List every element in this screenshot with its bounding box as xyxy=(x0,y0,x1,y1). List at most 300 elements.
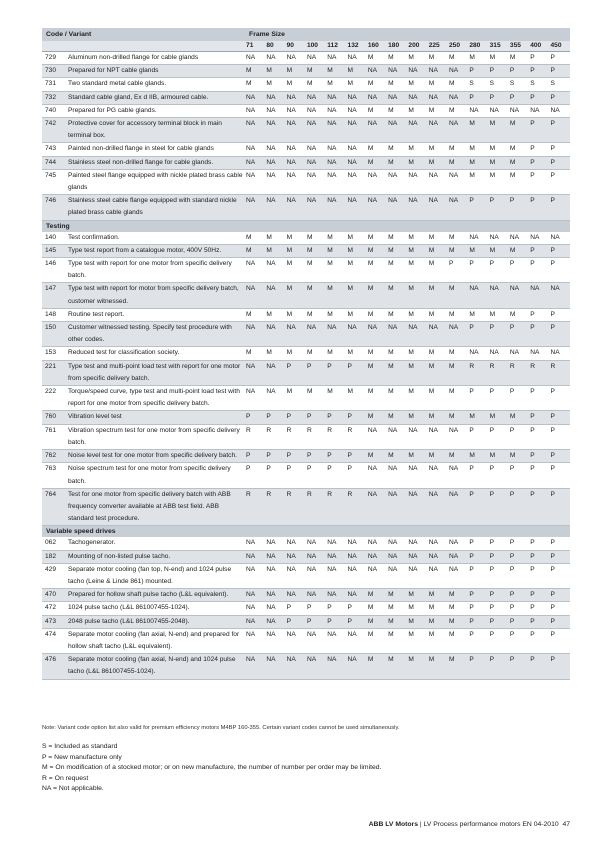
availability-cell: M xyxy=(407,244,427,257)
availability-cell: NA xyxy=(265,195,285,220)
availability-cell: P xyxy=(529,424,549,449)
availability-cell: P xyxy=(265,450,285,463)
frame-size-400: 400 xyxy=(529,41,549,52)
availability-cell: NA xyxy=(489,232,509,245)
availability-cell: P xyxy=(306,450,326,463)
availability-cell: M xyxy=(468,169,488,194)
availability-cell: NA xyxy=(245,169,265,194)
table-row xyxy=(42,602,570,615)
availability-cell: M xyxy=(326,283,346,308)
availability-cell: M xyxy=(367,386,387,411)
availability-cell: NA xyxy=(265,169,285,194)
availability-cell: M xyxy=(265,78,285,91)
availability-cell: P xyxy=(468,628,488,653)
availability-cell: M xyxy=(448,589,468,602)
variant-description: Test confirmation. xyxy=(66,232,245,245)
availability-cell: M xyxy=(489,411,509,424)
availability-cell: NA xyxy=(448,563,468,588)
availability-cell: NA xyxy=(245,118,265,143)
availability-cell: NA xyxy=(347,118,367,143)
availability-cell: NA xyxy=(428,550,448,563)
availability-cell: M xyxy=(468,450,488,463)
availability-cell: M xyxy=(407,258,427,283)
availability-cell: M xyxy=(387,143,407,156)
availability-cell: M xyxy=(265,232,285,245)
availability-cell: NA xyxy=(529,232,549,245)
availability-cell: R xyxy=(489,360,509,385)
availability-cell: M xyxy=(347,347,367,360)
footer-text: | LV Process performance motors EN 04-2010 xyxy=(417,821,559,828)
availability-cell: P xyxy=(509,589,529,602)
availability-cell: NA xyxy=(265,104,285,117)
table-row xyxy=(42,411,570,424)
availability-cell: M xyxy=(428,283,448,308)
availability-cell: NA xyxy=(509,347,529,360)
availability-cell: M xyxy=(387,654,407,679)
availability-cell: M xyxy=(367,589,387,602)
availability-cell: M xyxy=(407,654,427,679)
availability-cell: M xyxy=(387,308,407,321)
availability-cell: NA xyxy=(245,537,265,550)
availability-cell: M xyxy=(407,450,427,463)
availability-cell: NA xyxy=(448,169,468,194)
availability-cell: M xyxy=(448,143,468,156)
availability-cell: NA xyxy=(245,322,265,347)
variant-code: 744 xyxy=(42,156,66,169)
availability-cell: M xyxy=(407,52,427,65)
availability-cell: P xyxy=(265,411,285,424)
availability-cell: NA xyxy=(448,195,468,220)
footnote: Note: Variant code option list also valid for premium efficiency motors M4BP 160-355. Certain variant codes cannot be used simultaneously. xyxy=(42,725,400,731)
availability-cell: NA xyxy=(407,488,427,526)
availability-cell: NA xyxy=(448,322,468,347)
availability-cell: P xyxy=(529,52,549,65)
availability-cell: NA xyxy=(245,615,265,628)
availability-cell: NA xyxy=(306,143,326,156)
availability-cell: M xyxy=(448,615,468,628)
availability-cell: NA xyxy=(387,537,407,550)
availability-cell: P xyxy=(529,195,549,220)
availability-cell: M xyxy=(468,143,488,156)
frame-size-200: 200 xyxy=(407,41,427,52)
availability-cell: P xyxy=(550,65,571,78)
availability-cell: P xyxy=(489,424,509,449)
code-variant-header: Code / Variant xyxy=(42,28,245,41)
availability-cell: M xyxy=(509,156,529,169)
availability-cell: M xyxy=(367,232,387,245)
availability-cell: P xyxy=(509,91,529,104)
availability-cell: P xyxy=(529,91,549,104)
availability-cell: M xyxy=(387,78,407,91)
table-header-row xyxy=(42,28,570,41)
availability-cell: M xyxy=(428,589,448,602)
availability-cell: M xyxy=(489,308,509,321)
availability-cell: NA xyxy=(286,143,306,156)
availability-cell: M xyxy=(489,52,509,65)
availability-cell: P xyxy=(509,65,529,78)
availability-cell: M xyxy=(468,411,488,424)
availability-cell: NA xyxy=(286,537,306,550)
availability-cell: NA xyxy=(245,628,265,653)
variant-description: Reduced test for classification society. xyxy=(66,347,245,360)
availability-cell: NA xyxy=(326,195,346,220)
availability-cell: P xyxy=(326,450,346,463)
availability-cell: P xyxy=(489,258,509,283)
availability-cell: NA xyxy=(489,104,509,117)
availability-cell: P xyxy=(448,258,468,283)
availability-cell: M xyxy=(448,347,468,360)
availability-cell: P xyxy=(509,550,529,563)
availability-cell: P xyxy=(529,169,549,194)
availability-cell: NA xyxy=(407,463,427,488)
availability-cell: M xyxy=(448,654,468,679)
availability-cell: NA xyxy=(387,195,407,220)
variant-code: 153 xyxy=(42,347,66,360)
availability-cell: M xyxy=(468,244,488,257)
availability-cell: M xyxy=(448,360,468,385)
availability-cell: NA xyxy=(407,537,427,550)
availability-cell: P xyxy=(550,589,571,602)
availability-cell: M xyxy=(468,52,488,65)
availability-cell: NA xyxy=(367,463,387,488)
availability-cell: P xyxy=(550,91,571,104)
variant-description: Type test with report for motor from specific delivery batch, customer witnessed. xyxy=(66,283,245,308)
availability-cell: P xyxy=(489,628,509,653)
availability-cell: M xyxy=(387,347,407,360)
availability-cell: NA xyxy=(245,104,265,117)
availability-cell: NA xyxy=(489,283,509,308)
variant-code: 221 xyxy=(42,360,66,385)
availability-cell: NA xyxy=(347,104,367,117)
availability-cell: M xyxy=(306,308,326,321)
availability-cell: M xyxy=(347,65,367,78)
availability-cell: M xyxy=(347,308,367,321)
frame-size-160: 160 xyxy=(367,41,387,52)
availability-cell: NA xyxy=(245,360,265,385)
availability-cell: M xyxy=(489,244,509,257)
variant-description: 2048 pulse tacho (L&L 861007455-2048). xyxy=(66,615,245,628)
availability-cell: R xyxy=(286,424,306,449)
availability-cell: M xyxy=(428,654,448,679)
availability-cell: P xyxy=(550,615,571,628)
availability-cell: NA xyxy=(265,118,285,143)
availability-cell: M xyxy=(286,232,306,245)
availability-cell: M xyxy=(367,347,387,360)
availability-cell: NA xyxy=(367,424,387,449)
availability-cell: M xyxy=(367,78,387,91)
availability-cell: P xyxy=(529,118,549,143)
availability-cell: NA xyxy=(529,283,549,308)
availability-cell: NA xyxy=(347,52,367,65)
availability-cell: P xyxy=(245,463,265,488)
availability-cell: NA xyxy=(306,104,326,117)
availability-cell: M xyxy=(448,308,468,321)
table-row xyxy=(42,169,570,194)
availability-cell: R xyxy=(326,488,346,526)
availability-cell: P xyxy=(326,615,346,628)
table-row xyxy=(42,424,570,449)
availability-cell: R xyxy=(245,424,265,449)
availability-cell: NA xyxy=(326,628,346,653)
availability-cell: NA xyxy=(286,91,306,104)
table-row xyxy=(42,347,570,360)
availability-cell: NA xyxy=(448,65,468,78)
variant-description: Noise spectrum test for one motor from specific delivery batch. xyxy=(66,463,245,488)
availability-cell: M xyxy=(367,308,387,321)
variant-description: Type test report from a catalogue motor, 400V 50Hz. xyxy=(66,244,245,257)
availability-cell: NA xyxy=(347,628,367,653)
availability-cell: P xyxy=(550,169,571,194)
frame-size-80: 80 xyxy=(265,41,285,52)
availability-cell: M xyxy=(387,156,407,169)
availability-cell: P xyxy=(468,386,488,411)
availability-cell: NA xyxy=(286,52,306,65)
availability-cell: P xyxy=(529,615,549,628)
availability-cell: M xyxy=(367,104,387,117)
availability-cell: NA xyxy=(448,118,468,143)
availability-cell: M xyxy=(387,450,407,463)
availability-cell: NA xyxy=(306,654,326,679)
availability-cell: S xyxy=(529,78,549,91)
availability-cell: NA xyxy=(428,463,448,488)
footer-brand: ABB LV Motors xyxy=(368,821,418,828)
availability-cell: NA xyxy=(347,156,367,169)
variant-description: Torque/speed curve, type test and multi-point load test with report for one motor from specific delivery batch. xyxy=(66,386,245,411)
availability-cell: NA xyxy=(326,156,346,169)
availability-cell: P xyxy=(468,615,488,628)
availability-cell: M xyxy=(286,78,306,91)
availability-cell: M xyxy=(509,118,529,143)
availability-cell: NA xyxy=(407,550,427,563)
availability-cell: P xyxy=(550,463,571,488)
frame-size-280: 280 xyxy=(468,41,488,52)
availability-cell: M xyxy=(428,347,448,360)
table-row xyxy=(42,78,570,91)
availability-cell: M xyxy=(326,232,346,245)
availability-cell: NA xyxy=(326,537,346,550)
availability-cell: NA xyxy=(367,488,387,526)
availability-cell: P xyxy=(468,322,488,347)
availability-cell: P xyxy=(286,602,306,615)
availability-cell: P xyxy=(509,628,529,653)
availability-cell: NA xyxy=(489,347,509,360)
blank-header-cell xyxy=(42,41,66,52)
table-row xyxy=(42,654,570,679)
availability-cell: NA xyxy=(326,169,346,194)
availability-cell: M xyxy=(245,347,265,360)
variant-code: 062 xyxy=(42,537,66,550)
variant-description: Type test with report for one motor from specific delivery batch. xyxy=(66,258,245,283)
availability-cell: M xyxy=(306,78,326,91)
availability-cell: M xyxy=(407,347,427,360)
variant-description: Test for one motor from specific delivery batch with ABB frequency converter available at ABB test field. ABB standard test procedure. xyxy=(66,488,245,526)
availability-cell: M xyxy=(326,347,346,360)
availability-cell: S xyxy=(468,78,488,91)
frame-size-90: 90 xyxy=(286,41,306,52)
availability-cell: P xyxy=(245,450,265,463)
availability-cell: NA xyxy=(326,118,346,143)
availability-cell: M xyxy=(448,450,468,463)
availability-cell: NA xyxy=(245,91,265,104)
section-header xyxy=(42,526,570,538)
availability-cell: M xyxy=(407,628,427,653)
availability-cell: M xyxy=(428,258,448,283)
availability-cell: M xyxy=(387,386,407,411)
availability-cell: M xyxy=(407,360,427,385)
variant-code: 746 xyxy=(42,195,66,220)
availability-cell: P xyxy=(468,654,488,679)
variant-code: 732 xyxy=(42,91,66,104)
availability-cell: P xyxy=(509,258,529,283)
availability-cell: P xyxy=(306,360,326,385)
availability-cell: M xyxy=(387,258,407,283)
availability-cell: M xyxy=(407,283,427,308)
availability-cell: M xyxy=(286,308,306,321)
availability-cell: M xyxy=(387,615,407,628)
availability-cell: M xyxy=(326,386,346,411)
availability-cell: NA xyxy=(245,550,265,563)
availability-cell: NA xyxy=(245,195,265,220)
variant-code: 140 xyxy=(42,232,66,245)
table-row xyxy=(42,156,570,169)
availability-cell: M xyxy=(367,654,387,679)
variant-code: 742 xyxy=(42,118,66,143)
availability-cell: NA xyxy=(428,424,448,449)
availability-cell: P xyxy=(489,615,509,628)
variant-description: Separate motor cooling (fan axial, N-end) and prepared for hollow shaft tacho (L&L equivalent). xyxy=(66,628,245,653)
availability-cell: M xyxy=(387,244,407,257)
variant-description: Noise level test for one motor from specific delivery batch. xyxy=(66,450,245,463)
variant-code: 474 xyxy=(42,628,66,653)
table-row xyxy=(42,615,570,628)
availability-cell: NA xyxy=(306,563,326,588)
variant-code: 473 xyxy=(42,615,66,628)
availability-cell: NA xyxy=(468,347,488,360)
variant-description: 1024 pulse tacho (L&L 861007455-1024). xyxy=(66,602,245,615)
availability-cell: NA xyxy=(387,424,407,449)
availability-cell: NA xyxy=(387,169,407,194)
table-row xyxy=(42,65,570,78)
availability-cell: M xyxy=(306,232,326,245)
availability-cell: P xyxy=(529,488,549,526)
availability-cell: M xyxy=(407,156,427,169)
availability-cell: P xyxy=(489,386,509,411)
availability-cell: M xyxy=(509,52,529,65)
table-row xyxy=(42,628,570,653)
availability-cell: M xyxy=(468,118,488,143)
variant-description: Routine test report. xyxy=(66,308,245,321)
availability-cell: P xyxy=(489,563,509,588)
variant-description: Stainless steel non-drilled flange for cable glands. xyxy=(66,156,245,169)
availability-cell: NA xyxy=(265,386,285,411)
availability-cell: NA xyxy=(428,322,448,347)
availability-cell: NA xyxy=(387,322,407,347)
variant-code: 760 xyxy=(42,411,66,424)
availability-cell: P xyxy=(529,589,549,602)
section-title: Variable speed drives xyxy=(42,526,570,538)
frame-size-112: 112 xyxy=(326,41,346,52)
availability-cell: P xyxy=(509,322,529,347)
availability-cell: P xyxy=(489,589,509,602)
availability-cell: P xyxy=(509,654,529,679)
availability-cell: M xyxy=(347,283,367,308)
availability-cell: NA xyxy=(326,654,346,679)
variant-code: 740 xyxy=(42,104,66,117)
legend xyxy=(42,742,381,795)
availability-cell: P xyxy=(550,143,571,156)
availability-cell: M xyxy=(387,411,407,424)
availability-cell: P xyxy=(529,654,549,679)
legend-item: R = On request xyxy=(42,774,89,782)
availability-cell: P xyxy=(529,156,549,169)
availability-cell: NA xyxy=(428,195,448,220)
availability-cell: M xyxy=(448,104,468,117)
table-row xyxy=(42,589,570,602)
availability-cell: NA xyxy=(550,232,571,245)
availability-cell: M xyxy=(448,52,468,65)
availability-cell: M xyxy=(245,78,265,91)
availability-cell: NA xyxy=(367,563,387,588)
availability-cell: P xyxy=(509,537,529,550)
availability-cell: P xyxy=(347,602,367,615)
availability-cell: M xyxy=(367,258,387,283)
variant-description: Separate motor cooling (fan axial, N-end) and 1024 pulse tacho (L&L 861007455-1024). xyxy=(66,654,245,679)
availability-cell: M xyxy=(448,283,468,308)
availability-cell: NA xyxy=(245,258,265,283)
availability-cell: M xyxy=(306,386,326,411)
availability-cell: NA xyxy=(265,91,285,104)
availability-cell: M xyxy=(367,52,387,65)
availability-cell: NA xyxy=(367,118,387,143)
availability-cell: S xyxy=(550,78,571,91)
availability-cell: P xyxy=(306,602,326,615)
availability-cell: P xyxy=(468,258,488,283)
availability-cell: NA xyxy=(347,195,367,220)
frame-size-225: 225 xyxy=(428,41,448,52)
availability-cell: M xyxy=(428,308,448,321)
availability-cell: P xyxy=(468,602,488,615)
availability-cell: M xyxy=(326,308,346,321)
availability-cell: NA xyxy=(550,347,571,360)
availability-cell: NA xyxy=(509,104,529,117)
availability-cell: NA xyxy=(407,195,427,220)
availability-cell: P xyxy=(468,463,488,488)
availability-cell: NA xyxy=(326,550,346,563)
variant-code: 729 xyxy=(42,52,66,65)
variant-description: Protective cover for accessory terminal block in main terminal box. xyxy=(66,118,245,143)
availability-cell: R xyxy=(509,360,529,385)
availability-cell: M xyxy=(407,386,427,411)
availability-cell: NA xyxy=(387,488,407,526)
availability-cell: M xyxy=(428,602,448,615)
frame-size-180: 180 xyxy=(387,41,407,52)
availability-cell: R xyxy=(347,424,367,449)
availability-cell: NA xyxy=(326,52,346,65)
availability-cell: M xyxy=(407,232,427,245)
availability-cell: P xyxy=(489,91,509,104)
variant-code: 476 xyxy=(42,654,66,679)
variant-code: 731 xyxy=(42,78,66,91)
availability-cell: M xyxy=(448,78,468,91)
availability-cell: NA xyxy=(407,563,427,588)
availability-cell: M xyxy=(407,143,427,156)
availability-cell: M xyxy=(387,602,407,615)
availability-cell: M xyxy=(489,143,509,156)
availability-cell: P xyxy=(468,488,488,526)
availability-cell: NA xyxy=(265,156,285,169)
table-row xyxy=(42,563,570,588)
availability-cell: NA xyxy=(367,322,387,347)
